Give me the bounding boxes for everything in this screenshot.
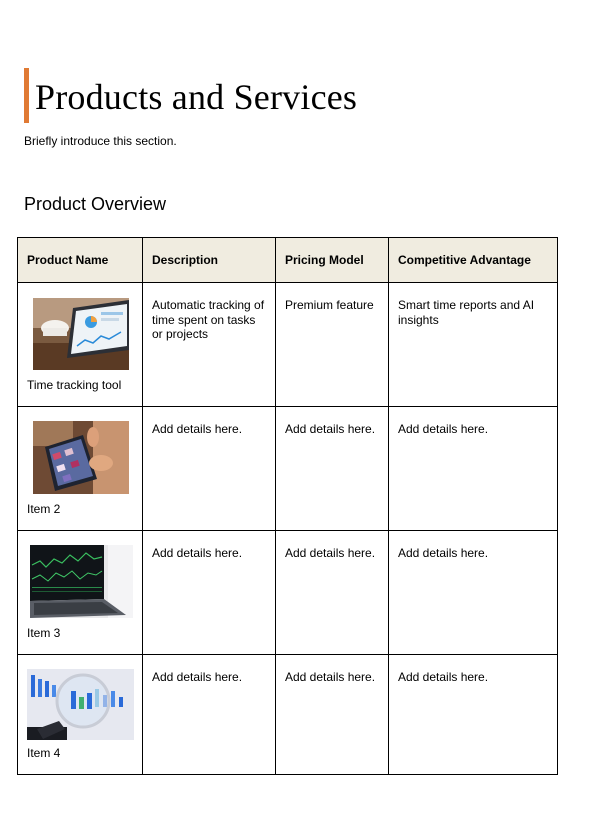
pricing-cell: Add details here. (276, 655, 389, 775)
product-name-cell (18, 407, 143, 531)
column-header-competitive-advantage: Competitive Advantage (389, 238, 558, 283)
intro-text: Briefly introduce this section. (24, 134, 177, 148)
column-header-product-name: Product Name (18, 238, 143, 283)
tablet-hands-photo (33, 421, 129, 494)
pricing-cell: Add details here. (276, 407, 389, 531)
product-name-cell (18, 531, 143, 655)
product-name: Item 3 (27, 626, 61, 640)
tablet-analytics-photo (33, 298, 129, 370)
page-title-block (24, 68, 357, 123)
advantage-cell: Add details here. (389, 407, 558, 531)
pricing-cell: Add details here. (276, 531, 389, 655)
product-name: Time tracking tool (27, 378, 122, 392)
product-name: Item 2 (27, 502, 61, 516)
table-row (18, 407, 558, 531)
magnifier-bar-chart-photo (27, 669, 134, 740)
table-header-row (18, 238, 558, 283)
description-cell: Add details here. (143, 407, 276, 531)
product-name-cell (18, 283, 143, 407)
table-row (18, 531, 558, 655)
advantage-cell: Add details here. (389, 655, 558, 775)
description-cell: Add details here. (143, 655, 276, 775)
product-name: Item 4 (27, 746, 61, 760)
advantage-cell: Smart time reports and AI insights (389, 283, 558, 407)
section-heading: Product Overview (24, 194, 167, 214)
column-header-pricing-model: Pricing Model (276, 238, 389, 283)
advantage-cell: Add details here. (389, 531, 558, 655)
description-cell: Add details here. (143, 531, 276, 655)
table-row (18, 283, 558, 407)
title-accent-bar (24, 68, 29, 123)
page-title: Products and Services (35, 76, 358, 117)
product-name-cell (18, 655, 143, 775)
pricing-cell: Premium feature (276, 283, 389, 407)
table-row (18, 655, 558, 775)
description-cell: Automatic tracking of time spent on tasks or projects (143, 283, 276, 407)
column-header-description: Description (143, 238, 276, 283)
product-table (17, 237, 558, 775)
laptop-stock-chart-photo (30, 545, 133, 618)
